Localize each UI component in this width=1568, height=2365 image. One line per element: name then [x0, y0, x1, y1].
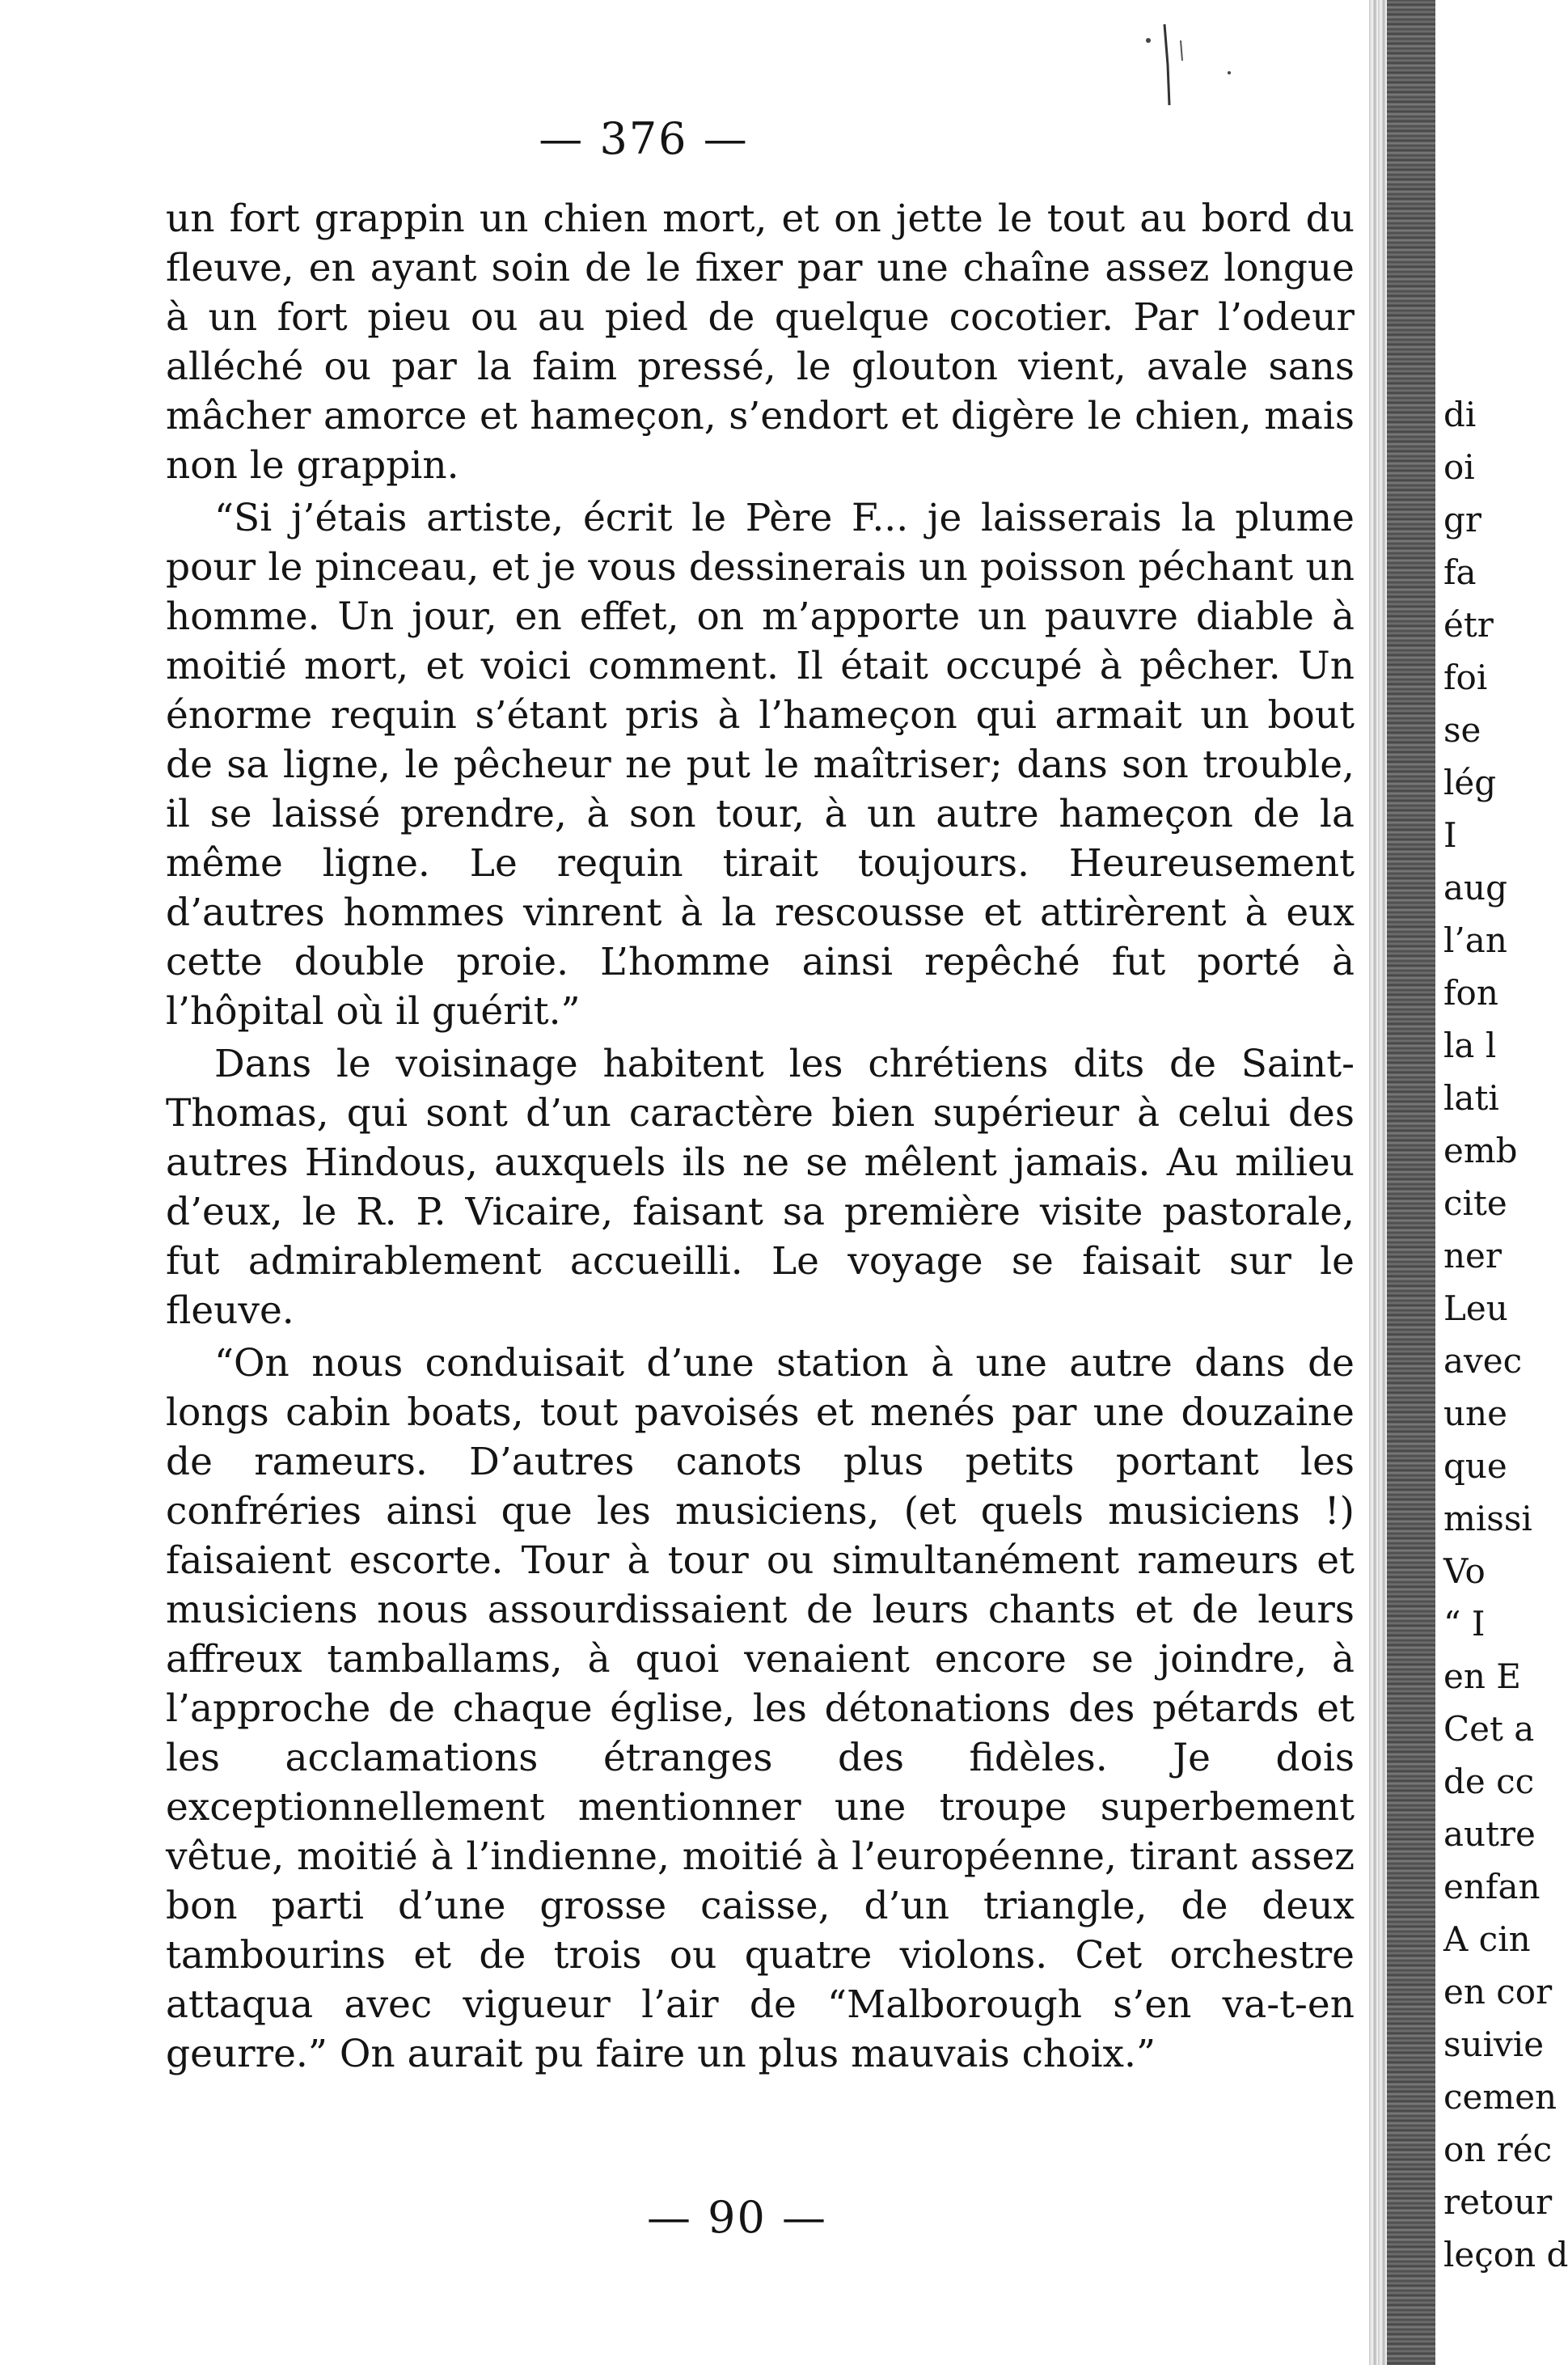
- facing-line: une: [1443, 1394, 1507, 1433]
- facing-line: oi: [1443, 447, 1475, 487]
- facing-line: enfan: [1443, 1867, 1541, 1906]
- facing-line: lati: [1443, 1078, 1499, 1118]
- facing-line: que: [1443, 1446, 1507, 1486]
- scan-specks: [1132, 16, 1294, 113]
- facing-line: étr: [1443, 605, 1494, 645]
- paragraph: “Si j’étais artiste, écrit le Père F... je laisserais la plume pour le pinceau, et je vous dessinerais un poisson péchant un homme. Un jour, en effet, on m’apporte un pauvre diable à moitié mort, et voici comment. Il était occupé à pêcher. Un énorme requin s’étant pris à l’hameçon qui armait un bout de sa ligne, le pêcheur ne put le maîtriser; dans son trouble, il se laissé prendre, à son tour, à un autre hameçon de la même ligne. Le requin tirait toujours. Heureusement d’autres hommes vinrent à la rescousse et attirèrent à eux cette double proie. L’homme ainsi repêché fut porté à l’hôpital où il guérit.”: [166, 496, 1355, 1034]
- facing-line: avec: [1443, 1341, 1523, 1381]
- facing-line: Leu: [1443, 1288, 1508, 1328]
- facing-line: autre: [1443, 1814, 1536, 1854]
- facing-line: la l: [1443, 1026, 1497, 1065]
- facing-line: lég: [1443, 763, 1497, 802]
- page-number-bottom: — 90 —: [647, 2192, 828, 2243]
- facing-line: suivie: [1443, 2024, 1545, 2064]
- facing-line: cite: [1443, 1183, 1507, 1223]
- facing-page-fragment: [1443, 388, 1568, 2281]
- binding-gutter-shadow: [1387, 0, 1435, 2365]
- facing-line: on réc: [1443, 2130, 1553, 2169]
- paragraph: un fort grappin un chien mort, et on jette le tout au bord du fleuve, en ayant soin de le fixer par une chaîne assez longue à un fort pieu ou au pied de quelque cocotier. Par l’odeur alléché ou par la faim pressé, le glouton vient, avale sans mâcher amorce et hameçon, s’endort et digère le chien, mais non le grappin.: [166, 197, 1355, 488]
- facing-line: fon: [1443, 973, 1498, 1013]
- facing-line: Vo: [1443, 1551, 1486, 1591]
- facing-line: I: [1443, 815, 1457, 855]
- facing-line: aug: [1443, 868, 1507, 908]
- facing-line: A cin: [1443, 1919, 1531, 1959]
- page-number-top: — 376 —: [539, 113, 749, 164]
- facing-line: di: [1443, 395, 1477, 434]
- facing-line: missi: [1443, 1499, 1532, 1538]
- facing-line: se: [1443, 710, 1481, 750]
- facing-line: gr: [1443, 500, 1481, 539]
- facing-line: fa: [1443, 552, 1477, 592]
- paragraph: “On nous conduisait d’une station à une autre dans de longs cabin boats, tout pavoisés et menés par une douzaine de rameurs. D’autres canots plus petits portant les confréries ainsi que les musiciens, (et quels musiciens !) faisaient escorte. Tour à tour ou simultanément rameurs et musiciens nous assourdissaient de leurs chants et de leurs affreux tamballams, à quoi venaient encore se joindre, à l’approche de chaque église, les détonations des pétards et les acclamations étranges des fidèles. Je dois exceptionnellement mentionner une troupe superbement vêtue, moitié à l’indienne, moitié à l’européenne, tirant assez bon parti d’une grosse caisse, d’un triangle, de deux tambourins et de trois ou quatre violons. Cet orchestre attaqua avec vigueur l’air de “Malborough s’en va-t-en geurre.” On aurait pu faire un plus mauvais choix.”: [166, 1341, 1355, 2076]
- page-header: [0, 113, 1514, 164]
- facing-line: en cor: [1443, 1972, 1553, 2012]
- facing-line: foi: [1443, 658, 1488, 697]
- facing-line: l’an: [1443, 920, 1507, 960]
- facing-line: en E: [1443, 1656, 1521, 1696]
- facing-line: “ I: [1443, 1604, 1486, 1644]
- page-footer: [647, 2192, 827, 2243]
- facing-line: de cc: [1443, 1762, 1535, 1801]
- facing-line: retour: [1443, 2182, 1553, 2222]
- facing-line: ner: [1443, 1236, 1502, 1276]
- facing-line: leçon d: [1443, 2235, 1568, 2274]
- body-text: [166, 194, 1355, 2079]
- facing-line: Cet a: [1443, 1709, 1535, 1749]
- facing-line: cemen: [1443, 2077, 1557, 2117]
- facing-line: emb: [1443, 1131, 1518, 1170]
- paragraph: Dans le voisinage habitent les chrétiens dits de Saint-Thomas, qui sont d’un caractère bien supérieur à celui des autres Hindous, auxquels ils ne se mêlent jamais. Au milieu d’eux, le R. P. Vicaire, faisant sa première visite pastorale, fut admirablement accueilli. Le voyage se faisait sur le fleuve.: [166, 1042, 1355, 1333]
